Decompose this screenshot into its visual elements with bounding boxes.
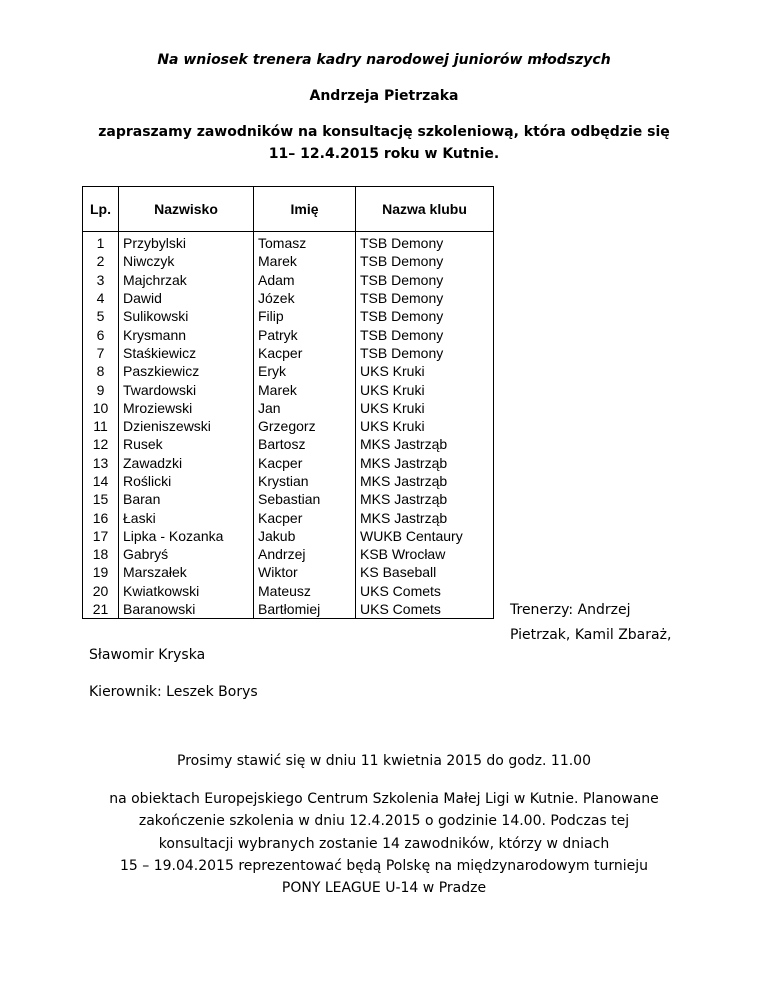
row-number: 14 (83, 472, 119, 490)
club-cell: TSB Demony (356, 289, 494, 307)
surname-cell: Mroziewski (119, 399, 254, 417)
firstname-cell: Mateusz (254, 582, 356, 600)
row-number: 20 (83, 582, 119, 600)
table-row (83, 344, 494, 362)
surname-cell: Zawadzki (119, 454, 254, 472)
firstname-cell: Jakub (254, 527, 356, 545)
table-row (83, 435, 494, 453)
club-cell: MKS Jastrząb (356, 508, 494, 526)
club-cell: TSB Demony (356, 344, 494, 362)
table-row (83, 362, 494, 380)
surname-cell: Baranowski (119, 600, 254, 619)
table-row (83, 454, 494, 472)
club-cell: UKS Kruki (356, 380, 494, 398)
row-number: 2 (83, 252, 119, 270)
table-row (83, 472, 494, 490)
table-row (83, 271, 494, 289)
table-header-row (83, 187, 494, 232)
footer-line-4: konsultacji wybranych zostanie 14 zawodników, którzy w dniach (158, 836, 610, 852)
table-row (83, 289, 494, 307)
firstname-cell: Kacper (254, 344, 356, 362)
row-number: 12 (83, 435, 119, 453)
header-line-1: Na wniosek trenera kadry narodowej juniorów młodszych (157, 52, 611, 68)
surname-cell: Marszałek (119, 563, 254, 581)
firstname-cell: Andrzej (254, 545, 356, 563)
row-number: 15 (83, 490, 119, 508)
row-number: 11 (83, 417, 119, 435)
header-line-3: zapraszamy zawodników na konsultację szkoleniową, która odbędzie się (98, 124, 670, 140)
footer-line-6: PONY LEAGUE U-14 w Pradze (281, 880, 487, 896)
surname-cell: Staśkiewicz (119, 344, 254, 362)
trainers-line-2: Pietrzak, Kamil Zbaraż, (510, 627, 672, 643)
surname-cell: Paszkiewicz (119, 362, 254, 380)
firstname-cell: Grzegorz (254, 417, 356, 435)
table-row (83, 399, 494, 417)
table-row (83, 527, 494, 545)
surname-cell: Lipka - Kozanka (119, 527, 254, 545)
surname-cell: Krysmann (119, 325, 254, 343)
surname-cell: Dzieniszewski (119, 417, 254, 435)
column-header-nazwisko: Nazwisko (119, 187, 254, 232)
table-row (83, 417, 494, 435)
firstname-cell: Wiktor (254, 563, 356, 581)
surname-cell: Twardowski (119, 380, 254, 398)
club-cell: MKS Jastrząb (356, 435, 494, 453)
header-line-4: 11– 12.4.2015 roku w Kutnie. (268, 146, 500, 162)
surname-cell: Łaski (119, 508, 254, 526)
manager-line: Kierownik: Leszek Borys (89, 684, 258, 700)
row-number: 10 (83, 399, 119, 417)
firstname-cell: Bartosz (254, 435, 356, 453)
table-body (83, 232, 494, 619)
table-row (83, 325, 494, 343)
firstname-cell: Bartłomiej (254, 600, 356, 619)
firstname-cell: Jan (254, 399, 356, 417)
footer-line-1: Prosimy stawić się w dniu 11 kwietnia 2015 do godz. 11.00 (177, 753, 591, 769)
club-cell: WUKB Centaury (356, 527, 494, 545)
row-number: 21 (83, 600, 119, 619)
row-number: 17 (83, 527, 119, 545)
club-cell: UKS Comets (356, 582, 494, 600)
table-row (83, 490, 494, 508)
table-row (83, 508, 494, 526)
surname-cell: Kwiatkowski (119, 582, 254, 600)
club-cell: UKS Kruki (356, 417, 494, 435)
firstname-cell: Marek (254, 252, 356, 270)
row-number: 8 (83, 362, 119, 380)
firstname-cell: Adam (254, 271, 356, 289)
firstname-cell: Józek (254, 289, 356, 307)
footer-line-2: na obiektach Europejskiego Centrum Szkolenia Małej Ligi w Kutnie. Planowane (109, 791, 659, 807)
firstname-cell: Eryk (254, 362, 356, 380)
surname-cell: Rusek (119, 435, 254, 453)
row-number: 7 (83, 344, 119, 362)
table-row (83, 582, 494, 600)
table-row (83, 252, 494, 270)
firstname-cell: Sebastian (254, 490, 356, 508)
row-number: 13 (83, 454, 119, 472)
trainers-note (510, 598, 710, 648)
surname-cell: Majchrzak (119, 271, 254, 289)
header-line-2: Andrzeja Pietrzaka (309, 88, 459, 104)
footer-line-5: 15 – 19.04.2015 reprezentować będą Polskę na międzynarodowym turnieju (120, 858, 648, 874)
row-number: 9 (83, 380, 119, 398)
surname-cell: Dawid (119, 289, 254, 307)
column-header-lp: Lp. (83, 187, 119, 232)
surname-cell: Gabryś (119, 545, 254, 563)
table-row (83, 380, 494, 398)
column-header-klub: Nazwa klubu (356, 187, 494, 232)
row-number: 16 (83, 508, 119, 526)
surname-cell: Przybylski (119, 232, 254, 253)
club-cell: MKS Jastrząb (356, 454, 494, 472)
firstname-cell: Kacper (254, 508, 356, 526)
trainer-name: Sławomir Kryska (89, 647, 206, 663)
firstname-cell: Patryk (254, 325, 356, 343)
table-row (83, 563, 494, 581)
table-row (83, 307, 494, 325)
club-cell: KSB Wrocław (356, 545, 494, 563)
surname-cell: Roślicki (119, 472, 254, 490)
club-cell: TSB Demony (356, 325, 494, 343)
players-table (82, 186, 494, 619)
firstname-cell: Kacper (254, 454, 356, 472)
club-cell: TSB Demony (356, 252, 494, 270)
row-number: 19 (83, 563, 119, 581)
club-cell: MKS Jastrząb (356, 490, 494, 508)
table-row (83, 232, 494, 253)
club-cell: TSB Demony (356, 271, 494, 289)
table-row (83, 600, 494, 619)
row-number: 6 (83, 325, 119, 343)
club-cell: UKS Kruki (356, 362, 494, 380)
surname-cell: Baran (119, 490, 254, 508)
surname-cell: Niwczyk (119, 252, 254, 270)
table-row (83, 545, 494, 563)
footer-line-3: zakończenie szkolenia w dniu 12.4.2015 o godzinie 14.00. Podczas tej (138, 813, 630, 829)
club-cell: TSB Demony (356, 307, 494, 325)
row-number: 5 (83, 307, 119, 325)
surname-cell: Sulikowski (119, 307, 254, 325)
row-number: 3 (83, 271, 119, 289)
row-number: 4 (83, 289, 119, 307)
club-cell: UKS Kruki (356, 399, 494, 417)
club-cell: MKS Jastrząb (356, 472, 494, 490)
firstname-cell: Marek (254, 380, 356, 398)
club-cell: TSB Demony (356, 232, 494, 253)
club-cell: KS Baseball (356, 563, 494, 581)
trainers-line-1: Trenerzy: Andrzej (510, 602, 631, 618)
row-number: 1 (83, 232, 119, 253)
column-header-imie: Imię (254, 187, 356, 232)
row-number: 18 (83, 545, 119, 563)
firstname-cell: Krystian (254, 472, 356, 490)
firstname-cell: Tomasz (254, 232, 356, 253)
firstname-cell: Filip (254, 307, 356, 325)
club-cell: UKS Comets (356, 600, 494, 619)
